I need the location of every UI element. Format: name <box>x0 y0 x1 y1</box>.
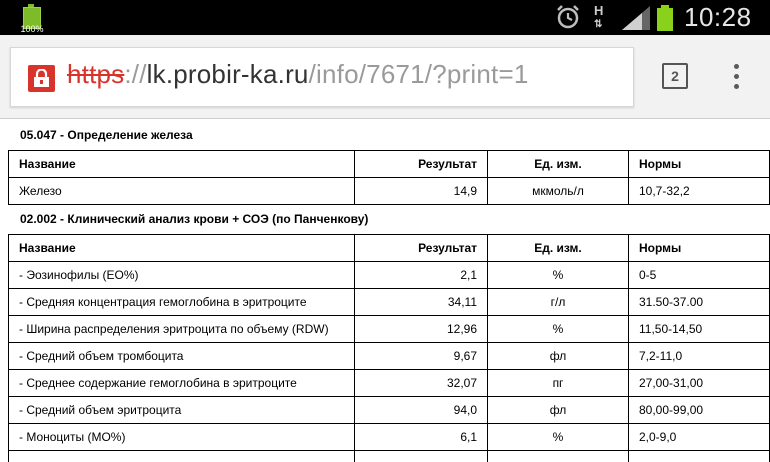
address-bar[interactable] <box>10 47 634 107</box>
cell-result: 34,11 <box>355 289 488 316</box>
table-row <box>9 316 770 343</box>
url-separator: :// <box>124 59 147 89</box>
cell-unit: мкмоль/л <box>488 178 629 205</box>
status-bar <box>0 0 770 35</box>
cell-unit: фл <box>488 343 629 370</box>
header-norms: Нормы <box>629 151 770 178</box>
cell-name: - Средний объем тромбоцита <box>9 343 355 370</box>
cell-unit: % <box>488 262 629 289</box>
header-unit: Ед. изм. <box>488 151 629 178</box>
table-row <box>9 178 770 205</box>
cell-norms: 2,0-9,0 <box>629 424 770 451</box>
cell-name: - Моноциты (МО%) <box>9 424 355 451</box>
table-row <box>9 397 770 424</box>
clock-time: 10:28 <box>684 2 752 32</box>
cell-norms: 11,50-14,50 <box>629 316 770 343</box>
cell-norms: 7,2-11,0 <box>629 343 770 370</box>
results-table-blood <box>8 234 770 462</box>
url-host: lk.probir-ka.ru <box>146 59 309 89</box>
cell-unit: пг <box>488 370 629 397</box>
cell-result: 94,0 <box>355 397 488 424</box>
cell-unit: фл <box>488 397 629 424</box>
cell-unit: г/л <box>488 289 629 316</box>
header-result: Результат <box>355 151 488 178</box>
cell-norms: 27,00-31,00 <box>629 370 770 397</box>
cell-unit: % <box>488 424 629 451</box>
network-type-label: H <box>594 3 604 18</box>
section-title: 02.002 - Клинический анализ крови + СОЭ (по Панченкову) <box>20 212 369 226</box>
cell-result: 12,96 <box>355 316 488 343</box>
url-scheme: https <box>67 59 125 89</box>
cell-norms: 31.50-37.00 <box>629 289 770 316</box>
table-row <box>9 370 770 397</box>
table-row <box>9 343 770 370</box>
signal-icon <box>622 6 650 30</box>
battery-icon <box>20 4 44 34</box>
cell-result: 2,1 <box>355 262 488 289</box>
tab-switcher-button[interactable]: 2 <box>662 63 688 89</box>
table-header-row <box>9 235 770 262</box>
header-result: Результат <box>355 235 488 262</box>
cell-name: - Среднее содержание гемоглобина в эритроците <box>9 370 355 397</box>
cell-result: 32,07 <box>355 370 488 397</box>
cell-norms: 80,00-99,00 <box>629 397 770 424</box>
battery-full-icon <box>657 5 673 31</box>
header-unit: Ед. изм. <box>488 235 629 262</box>
cell-name: - Средний объем эритроцита <box>9 397 355 424</box>
results-table-iron <box>8 150 770 205</box>
battery-percent-label: 100% <box>20 24 44 34</box>
header-norms: Нормы <box>629 235 770 262</box>
table-header-row <box>9 151 770 178</box>
cell-result: 9,67 <box>355 343 488 370</box>
table-row <box>9 262 770 289</box>
insecure-lock-icon[interactable] <box>28 65 55 92</box>
table-row-partial <box>9 451 770 462</box>
cell-name: - Ширина распределения эритроцита по объему (RDW) <box>9 316 355 343</box>
cell-result: 14,9 <box>355 178 488 205</box>
alarm-icon <box>555 4 581 30</box>
cell-norms: 0-5 <box>629 262 770 289</box>
url-path: /info/7671/?print=1 <box>308 59 529 89</box>
cell-norms: 10,7-32,2 <box>629 178 770 205</box>
browser-toolbar <box>0 35 770 119</box>
cell-name: Железо <box>9 178 355 205</box>
table-row <box>9 424 770 451</box>
page-content <box>0 119 770 462</box>
url-text[interactable] <box>67 59 529 90</box>
cell-unit: % <box>488 316 629 343</box>
network-h-icon: H ⇅ <box>594 3 604 30</box>
header-name: Название <box>9 151 355 178</box>
cell-name: - Средняя концентрация гемоглобина в эритроците <box>9 289 355 316</box>
cell-result: 6,1 <box>355 424 488 451</box>
cell-name: - Эозинофилы (ЕО%) <box>9 262 355 289</box>
table-row <box>9 289 770 316</box>
overflow-menu-icon[interactable] <box>730 64 742 92</box>
section-title: 05.047 - Определение железа <box>20 128 193 142</box>
header-name: Название <box>9 235 355 262</box>
